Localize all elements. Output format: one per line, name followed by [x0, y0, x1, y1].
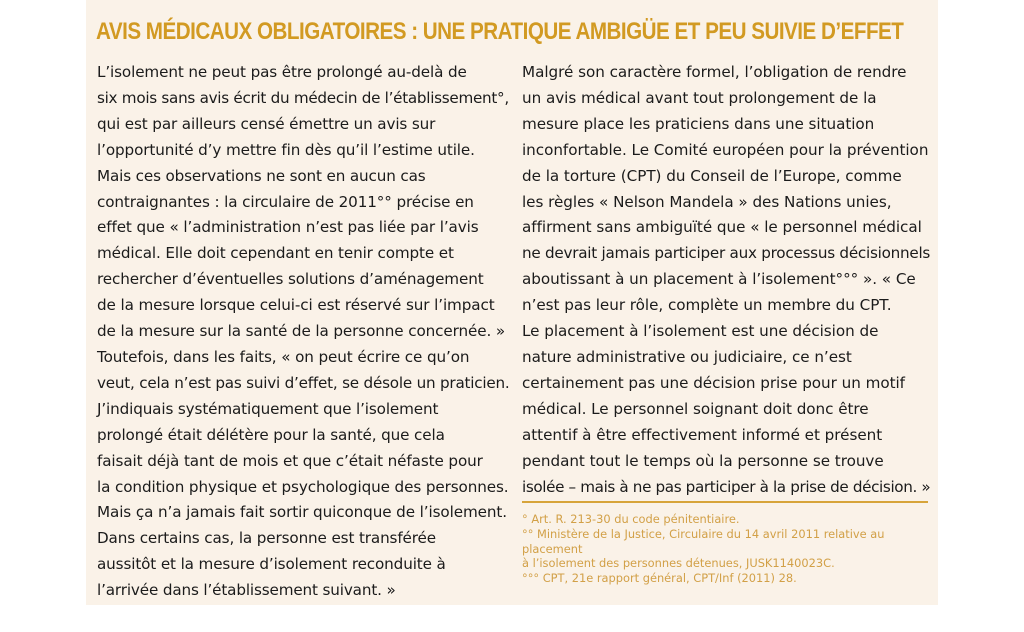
text-line: prolongé était délétère pour la santé, que cela [97, 425, 445, 444]
text-line: contraignantes : la circulaire de 2011°° précise en [97, 192, 474, 211]
text-line: les règles « Nelson Mandela » des Nations unies, [522, 192, 892, 211]
text-line: pendant tout le temps où la personne se trouve [522, 451, 884, 470]
text-line: ne devrait jamais participer aux processus décisionnels [522, 244, 931, 263]
text-line: nature administrative ou judiciaire, ce n’est [522, 347, 852, 366]
text-line: médical. Elle doit cependant en tenir compte et [97, 244, 454, 263]
right-paragraph [522, 60, 932, 500]
text-line: L’isolement ne peut pas être prolongé au-delà de [97, 63, 467, 81]
text-line: veut, cela n’est pas suivi d’effet, se désole un praticien. [97, 373, 510, 392]
text-line: mesure place les praticiens dans une situation [522, 114, 875, 133]
text-line: six mois sans avis écrit du médecin de l’établissement°, [97, 88, 509, 107]
text-line: Mais ça n’a jamais fait sortir quiconque de l’isolement. [97, 503, 507, 522]
right-column [522, 60, 932, 500]
footnote-line: placement [522, 541, 583, 556]
footnote-divider [522, 501, 928, 503]
text-line: affirment sans ambiguïté que « le personnel médical [522, 218, 922, 237]
footnote-line: °° Ministère de la Justice, Circulaire du 14 avril 2011 relative au [522, 526, 885, 541]
text-line: certainement pas une décision prise pour un motif [522, 373, 905, 392]
text-line: la condition physique et psychologique des personnes. [97, 477, 509, 496]
text-line: faisait déjà tant de mois et que c’était néfaste pour [97, 451, 483, 470]
footnote-line: °°° CPT, 21e rapport général, CPT/Inf (2011) 28. [522, 571, 797, 586]
text-line: de la torture (CPT) du Conseil de l’Europe, comme [522, 166, 902, 185]
text-line: médical. Le personnel soignant doit donc être [522, 399, 869, 418]
text-line: qui est par ailleurs censé émettre un avis sur [97, 114, 436, 133]
text-line: aboutissant à un placement à l’isolement°°° ». « Ce [522, 270, 916, 289]
text-line: Dans certains cas, la personne est transférée [97, 529, 436, 548]
text-line: isolée – mais à ne pas participer à la prise de décision. » [522, 477, 931, 496]
text-line: Toutefois, dans les faits, « on peut écrire ce qu’on [97, 347, 470, 366]
footnote-line: ° Art. R. 213-30 du code pénitentiaire. [522, 512, 740, 526]
text-line: de la mesure sur la santé de la personne concernée. » [97, 322, 506, 341]
text-line: un avis médical avant tout prolongement de la [522, 88, 877, 107]
text-line: inconfortable. Le Comité européen pour la prévention [522, 140, 929, 159]
text-line: aussitôt et la mesure d’isolement reconduite à [97, 555, 446, 574]
text-line: Le placement à l’isolement est une décision de [522, 322, 879, 341]
text-line: n’est pas leur rôle, complète un membre du CPT. [522, 296, 892, 315]
text-line: l’arrivée dans l’établissement suivant. » [97, 581, 396, 600]
box-title: AVIS MÉDICAUX OBLIGATOIRES : UNE PRATIQUE AMBIGÜE ET PEU SUIVIE D’EFFET [96, 18, 904, 45]
text-line: rechercher d’éventuelles solutions d’aménagement [97, 270, 484, 289]
left-paragraph [97, 60, 515, 604]
text-line: Malgré son caractère formel, l’obligation de rendre [522, 63, 907, 81]
text-line: Mais ces observations ne sont en aucun cas [97, 166, 426, 185]
text-line: l’opportunité d’y mettre fin dès qu’il l’estime utile. [97, 140, 475, 159]
text-line: J’indiquais systématiquement que l’isolement [97, 399, 439, 418]
text-line: attentif à être effectivement informé et présent [522, 425, 883, 444]
text-line: effet que « l’administration n’est pas liée par l’avis [97, 218, 479, 237]
text-line: de la mesure lorsque celui-ci est réservé sur l’impact [97, 296, 495, 315]
footnote-line: à l’isolement des personnes détenues, JUSK1140023C. [522, 556, 835, 571]
left-column [97, 60, 515, 604]
footnotes [522, 512, 928, 586]
